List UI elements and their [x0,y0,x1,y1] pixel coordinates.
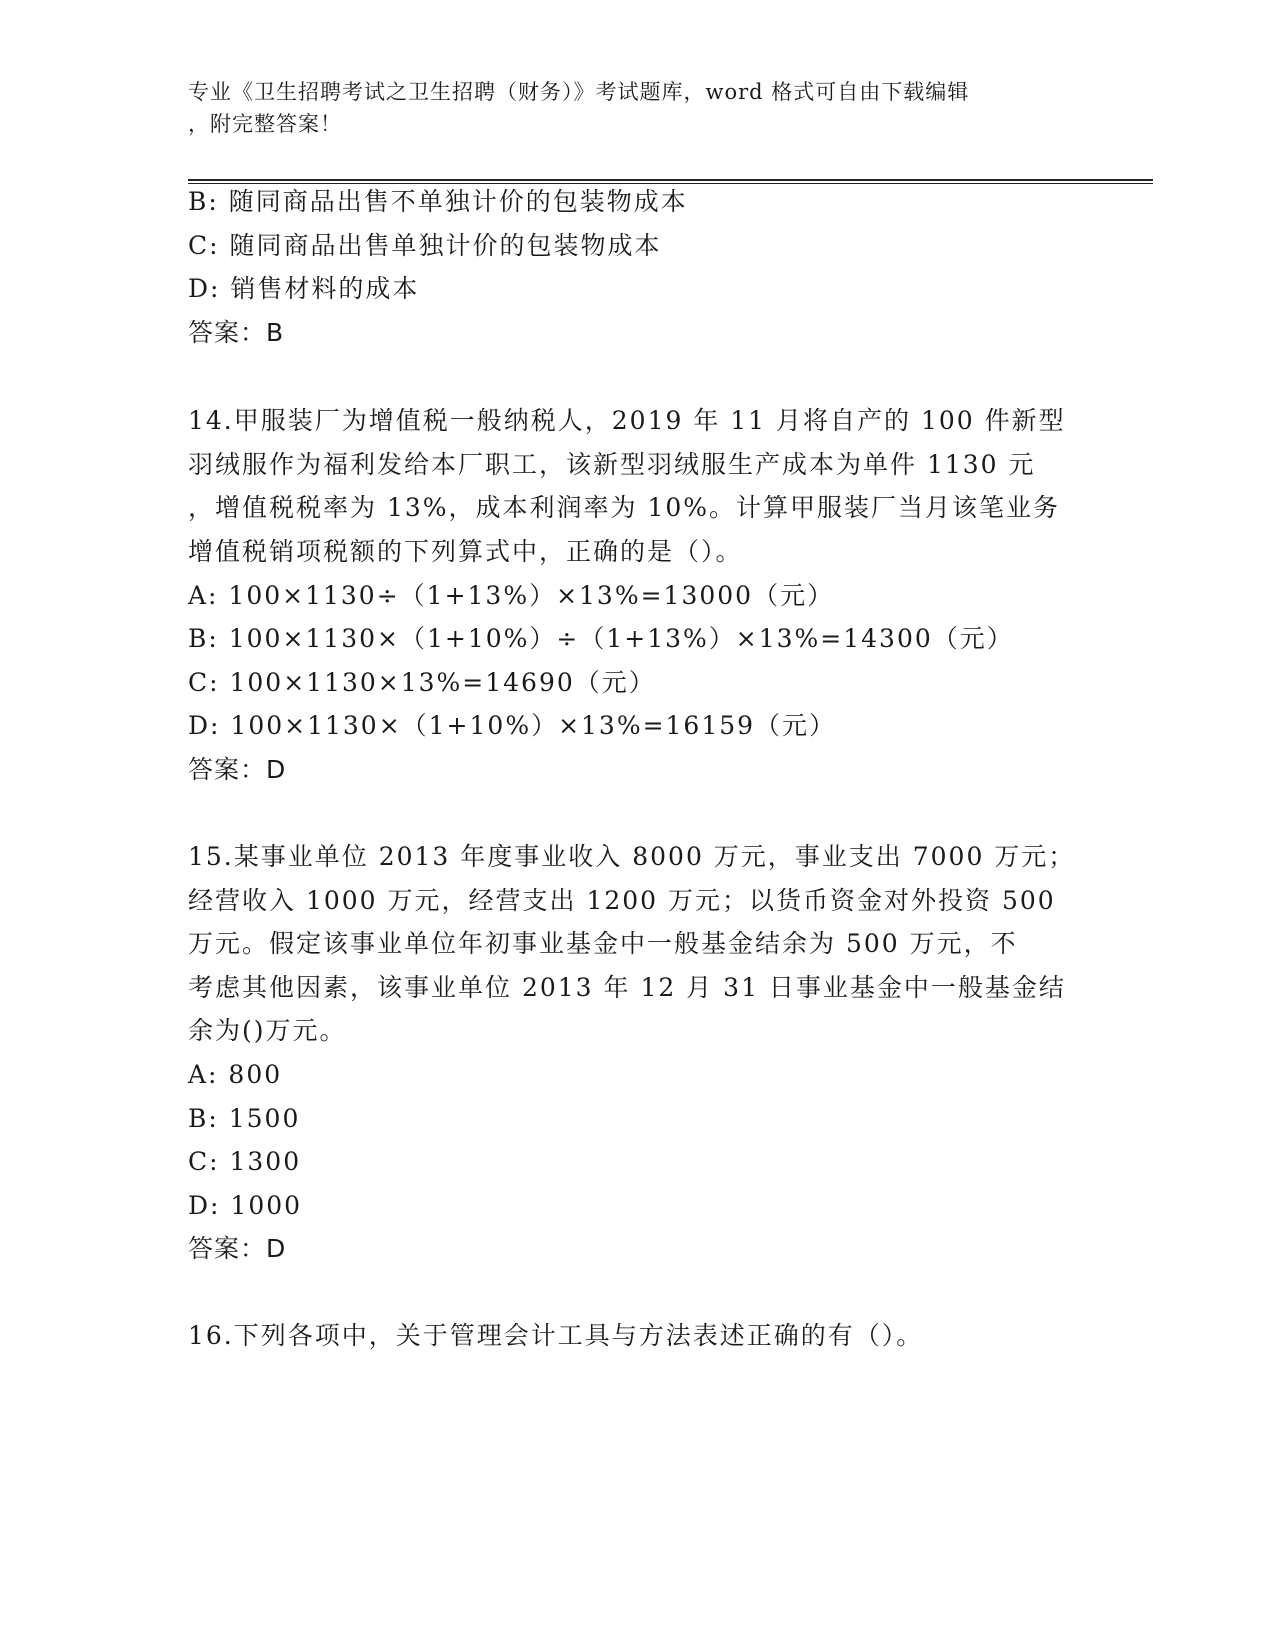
q13-option-c: C: 随同商品出售单独计价的包装物成本 [188,231,662,260]
q14-option-a: A: 100×1130÷（1+13%）×13%=13000（元） [188,581,835,610]
q15-stem-line-4: 考虑其他因素，该事业单位 2013 年 12 月 31 日事业基金中一般基金结 [188,973,1066,1002]
q15-option-a: A: 800 [188,1060,283,1089]
header-divider-thick [188,179,1153,181]
q15-option-b: B: 1500 [188,1104,301,1133]
q14-stem-line-2: 羽绒服作为福利发给本厂职工，该新型羽绒服生产成本为单件 1130 元 [188,450,1036,479]
q16-stem-line-1: 16.下列各项中，关于管理会计工具与方法表述正确的有（）。 [188,1321,924,1350]
q14-stem-line-4: 增值税销项税额的下列算式中，正确的是（）。 [188,537,743,566]
header-divider-thin [188,183,1153,184]
header-line-1: 专业《卫生招聘考试之卫生招聘（财务）》考试题库，word 格式可自由下载编辑 [188,80,970,104]
header-line-2: ，附完整答案！ [188,112,342,136]
q14-stem-line-1: 14.甲服装厂为增值税一般纳税人，2019 年 11 月将自产的 100 件新型 [188,406,1066,435]
q15-stem-line-1: 15.某事业单位 2013 年度事业收入 8000 万元，事业支出 7000 万元； [188,842,1076,871]
q13-option-d: D: 销售材料的成本 [188,274,420,303]
q14-answer: 答案：D [188,755,287,784]
q15-answer: 答案：D [188,1234,287,1263]
q13-option-b: B: 随同商品出售不单独计价的包装物成本 [188,187,688,216]
q15-stem-line-2: 经营收入 1000 万元，经营支出 1200 万元；以货币资金对外投资 500 [188,886,1056,915]
q14-stem-line-3: ，增值税税率为 13%，成本利润率为 10%。计算甲服装厂当月该笔业务 [188,493,1061,522]
page-header [188,76,1068,140]
q15-option-d: D: 1000 [188,1191,303,1220]
q14-option-b: B: 100×1130×（1+10%）÷（1+13%）×13%=14300（元） [188,624,1014,653]
q13-answer: 答案：B [188,318,285,347]
q14-option-d: D: 100×1130×（1+10%）×13%=16159（元） [188,711,837,740]
q14-option-c: C: 100×1130×13%=14690（元） [188,668,656,697]
q15-stem-line-3: 万元。假定该事业单位年初事业基金中一般基金结余为 500 万元，不 [188,929,1018,958]
q15-stem-line-5: 余为()万元。 [188,1016,347,1045]
q15-option-c: C: 1300 [188,1147,302,1176]
